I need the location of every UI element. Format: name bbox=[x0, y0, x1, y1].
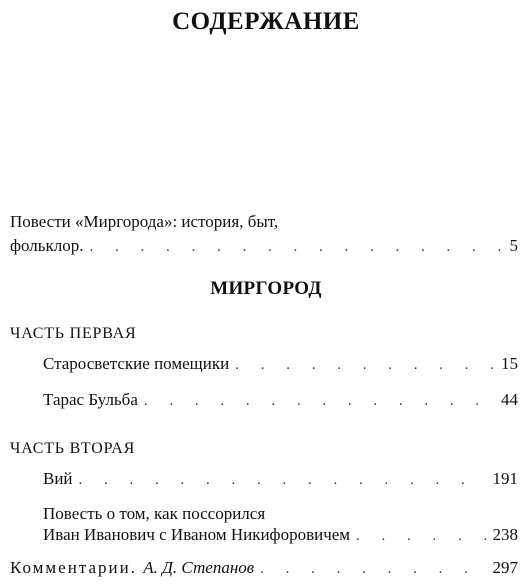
part1-heading: ЧАСТЬ ПЕРВАЯ bbox=[10, 325, 137, 342]
intro-entry-text: фольклор. bbox=[10, 236, 84, 255]
comments-page: 297 bbox=[492, 558, 518, 577]
intro-entry-label bbox=[10, 236, 84, 256]
page-title: СОДЕРЖАНИЕ bbox=[172, 8, 360, 35]
toc-entry-comments[interactable] bbox=[10, 558, 518, 578]
dot-leader bbox=[79, 472, 487, 489]
toc-entry-viy[interactable] bbox=[43, 469, 518, 489]
dot-leader bbox=[260, 561, 486, 578]
dot-leader bbox=[235, 357, 495, 374]
toc-entry-title: Тарас Бульба bbox=[43, 390, 138, 409]
toc-entry-title: Иван Иванович с Иваном Никифоровичем bbox=[43, 525, 351, 544]
toc-entry-title: Старосветские помещики bbox=[43, 354, 230, 373]
dot-leader bbox=[144, 393, 495, 410]
toc-entry-page: 44 bbox=[501, 390, 518, 409]
toc-entry-title: Вий bbox=[43, 469, 73, 488]
section-heading: МИРГОРОД bbox=[210, 278, 322, 299]
part2-heading: ЧАСТЬ ВТОРАЯ bbox=[10, 440, 136, 457]
toc-entry-starosvetskie[interactable] bbox=[43, 354, 518, 374]
toc-entry-povest[interactable] bbox=[43, 525, 518, 545]
toc-entry-povest-line1: Повесть о том, как поссорился bbox=[43, 504, 266, 523]
comments-text: Комментарии. bbox=[10, 558, 144, 577]
toc-entry-page: 238 bbox=[492, 525, 518, 544]
intro-entry-line1: Повести «Миргорода»: история, быт, bbox=[10, 212, 279, 231]
toc-entry-page: 15 bbox=[501, 354, 518, 373]
dot-leader bbox=[356, 528, 486, 545]
intro-entry[interactable] bbox=[10, 236, 518, 256]
comments-author: А. Д. Степанов bbox=[143, 558, 255, 577]
dot-leader bbox=[90, 239, 504, 256]
toc-entry-page: 191 bbox=[492, 469, 518, 488]
intro-entry-page: 5 bbox=[509, 236, 518, 255]
toc-entry-taras-bulba[interactable] bbox=[43, 390, 518, 410]
comments-label bbox=[10, 558, 254, 578]
